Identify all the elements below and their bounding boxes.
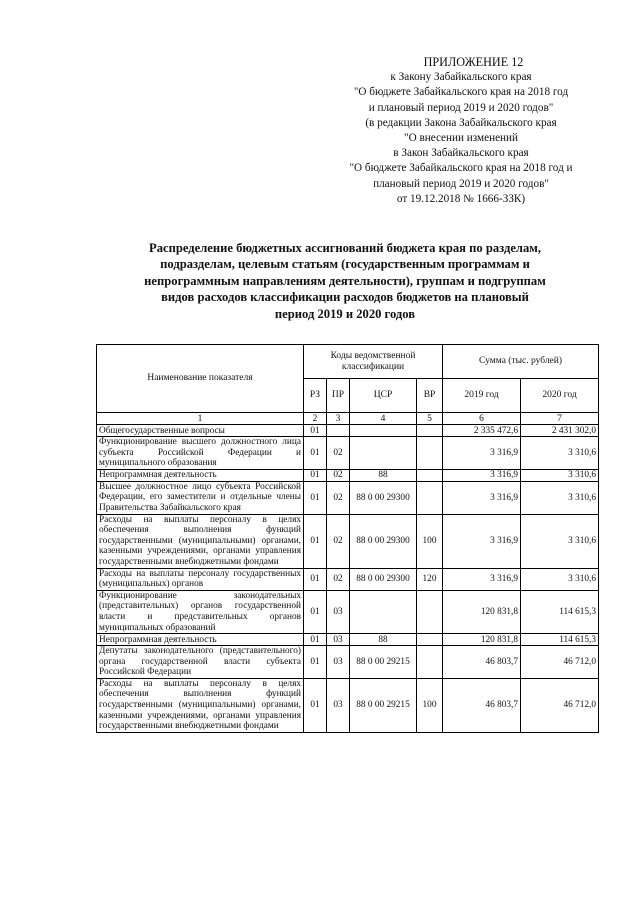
row-name: Непрограммная деятельность [97, 634, 304, 646]
row-pr: 02 [327, 568, 350, 590]
table-row [97, 568, 599, 590]
header-sum: Сумма (тыс. рублей) [443, 345, 599, 379]
appendix-line: в Закон Забайкальского края [393, 147, 529, 160]
row-rz: 01 [304, 514, 327, 568]
row-rz: 01 [304, 646, 327, 679]
row-rz: 01 [304, 481, 327, 514]
row-csr [350, 437, 417, 470]
row-csr: 88 [350, 469, 417, 481]
row-vr: 100 [417, 514, 443, 568]
row-2019: 3 316,9 [443, 481, 521, 514]
row-name: Расходы на выплаты персоналу в целях обеспечения выполнения функций государственными (муниципальными) органами, казенными учреждениями, органами управления государственными внебюджетными фондами [97, 678, 304, 732]
appendix-line: и плановый период 2019 и 2020 годов" [368, 101, 554, 114]
row-rz: 01 [304, 425, 327, 437]
row-csr: 88 0 00 29300 [350, 514, 417, 568]
row-2019: 3 316,9 [443, 568, 521, 590]
row-name: Функционирование высшего должностного лица субъекта Российской Федерации и муниципального образования [97, 437, 304, 470]
col-number: 5 [417, 413, 443, 425]
row-2020: 3 310,6 [521, 568, 599, 590]
header-pr: ПР [327, 379, 350, 413]
row-name: Расходы на выплаты персоналу государственных (муниципальных) органов [97, 568, 304, 590]
row-rz: 01 [304, 590, 327, 633]
header-2019: 2019 год [443, 379, 521, 413]
row-csr [350, 590, 417, 633]
title-line: непрограммным направлениям деятельности), группам и подгруппам [144, 273, 546, 288]
row-vr [417, 646, 443, 679]
row-rz: 01 [304, 568, 327, 590]
row-pr: 02 [327, 437, 350, 470]
appendix-heading: ПРИЛОЖЕНИЕ 12 [423, 55, 524, 69]
row-2020: 114 615,3 [521, 590, 599, 633]
row-pr: 03 [327, 634, 350, 646]
col-number: 6 [443, 413, 521, 425]
row-2020: 2 431 302,0 [521, 425, 599, 437]
appendix-line: к Закону Забайкальского края [390, 71, 532, 84]
title-line: подразделам, целевым статьям (государственным программам и [160, 257, 530, 272]
title-line: видов расходов классификации расходов бюджетов на плановый [161, 290, 529, 305]
appendix-line: от 19.12.2018 № 1666-ЗЗК) [396, 192, 526, 205]
table-row [97, 590, 599, 633]
row-2019: 2 335 472,6 [443, 425, 521, 437]
table-body [97, 425, 599, 733]
row-2019: 3 316,9 [443, 437, 521, 470]
row-2019: 46 803,7 [443, 646, 521, 679]
header-2020: 2020 год [521, 379, 599, 413]
row-vr: 100 [417, 678, 443, 732]
row-rz: 01 [304, 634, 327, 646]
row-pr: 02 [327, 514, 350, 568]
row-pr: 03 [327, 590, 350, 633]
row-vr [417, 437, 443, 470]
row-vr [417, 634, 443, 646]
row-pr: 03 [327, 646, 350, 679]
appendix-line: плановый период 2019 и 2020 годов" [373, 177, 549, 190]
header-rz: РЗ [304, 379, 327, 413]
appendix-line: "О бюджете Забайкальского края на 2018 год [353, 86, 569, 99]
appendix-line: (в редакции Закона Забайкальского края [365, 116, 557, 129]
row-2020: 46 712,0 [521, 646, 599, 679]
header-codes: Коды ведомственной классификации [304, 345, 443, 379]
row-2020: 3 310,6 [521, 481, 599, 514]
row-vr [417, 425, 443, 437]
row-2019: 3 316,9 [443, 514, 521, 568]
row-name: Общегосударственные вопросы [97, 425, 304, 437]
table-row [97, 437, 599, 470]
row-vr [417, 590, 443, 633]
table-row [97, 481, 599, 514]
row-2019: 120 831,8 [443, 634, 521, 646]
row-2020: 114 615,3 [521, 634, 599, 646]
row-vr: 120 [417, 568, 443, 590]
title-line: Распределение бюджетных ассигнований бюджета края по разделам, [149, 241, 541, 255]
appendix-line: "О бюджете Забайкальского края на 2018 год и [349, 162, 573, 175]
appendix-line: "О внесении изменений [404, 132, 518, 145]
row-csr: 88 0 00 29300 [350, 568, 417, 590]
row-2019: 46 803,7 [443, 678, 521, 732]
row-name: Расходы на выплаты персоналу в целях обеспечения выполнения функций государственными (муниципальными) органами, казенными учреждениями, органами управления государственными внебюджетными фондами [97, 514, 304, 568]
row-pr: 02 [327, 481, 350, 514]
table-row [97, 425, 599, 437]
table-row [97, 678, 599, 732]
row-name: Непрограммная деятельность [97, 469, 304, 481]
row-2020: 3 310,6 [521, 514, 599, 568]
row-pr [327, 425, 350, 437]
budget-table [96, 344, 599, 733]
appendix-block [330, 55, 592, 207]
row-csr: 88 0 00 29215 [350, 678, 417, 732]
row-rz: 01 [304, 469, 327, 481]
title-line: период 2019 и 2020 годов [274, 306, 416, 321]
table-header [97, 345, 599, 425]
header-vr: ВР [417, 379, 443, 413]
row-2020: 3 310,6 [521, 437, 599, 470]
row-name: Функционирование законодательных (представительных) органов государственной власти и представительных органов муниципальных образований [97, 590, 304, 633]
header-csr: ЦСР [350, 379, 417, 413]
row-csr: 88 0 00 29300 [350, 481, 417, 514]
row-csr [350, 425, 417, 437]
table-row [97, 646, 599, 679]
table-row [97, 469, 599, 481]
row-pr: 02 [327, 469, 350, 481]
row-2019: 3 316,9 [443, 469, 521, 481]
col-number: 7 [521, 413, 599, 425]
table-row [97, 514, 599, 568]
col-number: 4 [350, 413, 417, 425]
row-csr: 88 0 00 29215 [350, 646, 417, 679]
row-2019: 120 831,8 [443, 590, 521, 633]
table-row [97, 634, 599, 646]
row-vr [417, 469, 443, 481]
row-2020: 3 310,6 [521, 469, 599, 481]
row-vr [417, 481, 443, 514]
col-number: 3 [327, 413, 350, 425]
document-title [100, 240, 590, 322]
row-csr: 88 [350, 634, 417, 646]
col-number: 1 [97, 413, 304, 425]
row-name: Высшее должностное лицо субъекта Российской Федерации, его заместители и отдельные члены Правительства Забайкальского края [97, 481, 304, 514]
row-pr: 03 [327, 678, 350, 732]
row-name: Депутаты законодательного (представительного) органа государственной власти субъекта Российской Федерации [97, 646, 304, 679]
row-rz: 01 [304, 437, 327, 470]
row-rz: 01 [304, 678, 327, 732]
header-name: Наименование показателя [97, 345, 304, 413]
col-number: 2 [304, 413, 327, 425]
row-2020: 46 712,0 [521, 678, 599, 732]
